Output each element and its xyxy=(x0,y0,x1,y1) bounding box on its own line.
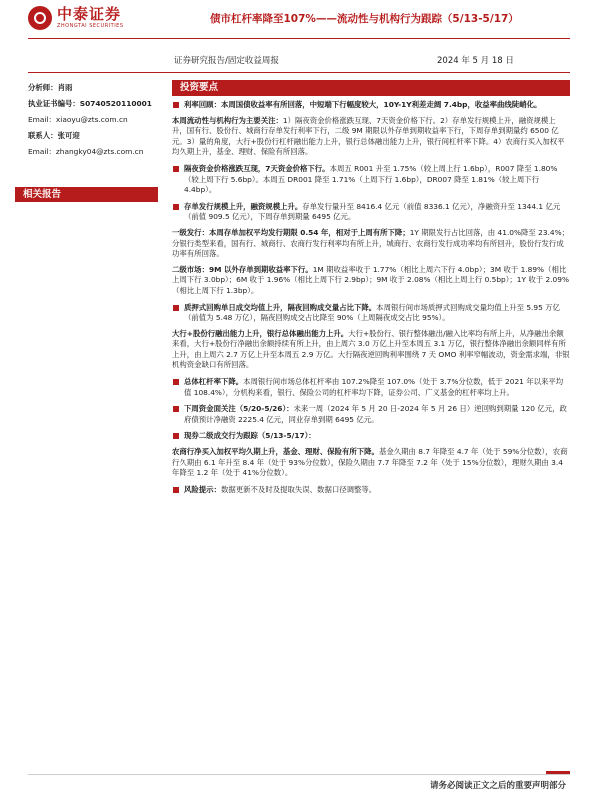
main-content xyxy=(172,100,570,495)
para-bold: 农商行净买入加权平均久期上升，基金、理财、保险有所下降。 xyxy=(172,447,379,457)
footer-disclaimer: 请务必阅读正文之后的重要声明部分 xyxy=(429,781,566,791)
email-label: Email： xyxy=(28,147,56,156)
section-header: 投资要点 xyxy=(172,80,570,96)
contact-name: 张可迎 xyxy=(57,131,80,140)
bullet-risk xyxy=(172,485,570,496)
para-text: 1Y 期限发行占比回落，由 41.0%降至 23.4%；分银行类型来看，国有行、城商行、农商行发行利率均有所上升，城商行、农商行发行成功率均有所回升，股份行发行成功率有所回落。 xyxy=(172,227,570,259)
report-date: 2024 年 5 月 18 日 xyxy=(437,56,514,66)
email-label: Email： xyxy=(28,115,56,124)
footer-accent xyxy=(546,771,570,774)
bullet-bold: 下周资金面关注（5/20-5/26）： xyxy=(184,404,294,414)
paragraph-secondary xyxy=(172,265,570,297)
bullet-text: 本周银行间市场总体杠杆率由 107.2%降至 107.0%（处于 3.7%分位数，低于 2021 年以来平均值 108.4%），分机构来看，银行、保险公司的杠杆率均下降，证券公司、广义基金的杠杆率均上升。 xyxy=(184,377,564,397)
para-text: 基金久期由 8.7 年降至 4.7 年（处于 59%分位数），农商行久期由 6.1 年升至 8.4 年（处于 93%分位数），保险久期由 7.7 年降至 7.2 年（处于 15%分位数），理财久期由 3.4 年降至 1.2 年（处于 41%分位数）。 xyxy=(172,447,568,478)
company-logo xyxy=(28,6,124,30)
bullet-bold: 现券二级成交行为跟踪（5/13-5/17）： xyxy=(184,431,316,441)
logo-cn-text: 中泰证券 xyxy=(57,5,122,23)
related-reports-header: 相关报告 xyxy=(15,187,158,202)
bullet-funding-price xyxy=(172,164,570,196)
analyst-name: 肖雨 xyxy=(57,83,73,92)
cert-number: S0740520110001 xyxy=(79,99,152,108)
bullet-secondary-trading xyxy=(172,431,570,442)
para-bold: 大行+股份行融出能力上升，银行总体融出能力上升。 xyxy=(172,328,349,338)
analyst-email[interactable]: xiaoyu@zts.com.cn xyxy=(55,115,128,124)
report-type: 证券研究报告/固定收益周报 xyxy=(174,56,279,66)
bullet-rate-review xyxy=(172,100,570,111)
bullet-bold: 总体杠杆率下降。 xyxy=(184,377,244,387)
bullet-bold: 质押式回购单日成交均值上升，隔夜回购成交量占比下降。 xyxy=(184,302,377,312)
bullet-repo xyxy=(172,303,570,324)
bullet-text: 未来一周（2024 年 5 月 20 日-2024 年 5 月 26 日）逆回购到期量 120 亿元，政府债预计净融资 2225.4 亿元，同业存单到期 6495 亿元。 xyxy=(184,404,567,424)
bullet-text: 本周银行间市场质押式回购成交量均值上升至 5.95 万亿（前值为 5.48 万亿），隔夜回购成交占比降至 90%（上周隔夜成交占比 95%）。 xyxy=(184,302,560,323)
bullet-text: 利率回顾：本周国债收益率有所回落，中短端下行幅度较大，10Y-1Y利差走阔 7.4bp，收益率曲线陡峭化。 xyxy=(184,100,542,109)
bullet-bold: 风险提示： xyxy=(184,484,221,494)
para-bold: 二级市场：9M 以外存单到期收益率下行。 xyxy=(172,264,313,274)
paragraph-duration xyxy=(172,447,570,479)
para-bold: 一级发行：本周存单加权平均发行期限 0.54 年，相对于上周有所下降； xyxy=(172,227,410,237)
bullet-text: 本周五 R001 升至 1.75%（较上周上行 1.6bp），R007 降至 1.80%（较上周下行 5.6bp）。本周五 DR001 降至 1.71%（上周下行 1.6bp），DR007 降至 1.81%（较上周下行 4.4bp）。 xyxy=(184,163,558,195)
contact-label: 联系人： xyxy=(28,131,58,140)
paragraph-focus xyxy=(172,116,570,158)
analyst-label: 分析师： xyxy=(28,83,58,92)
para-text: 大行+股份行、银行整体融出/融入比率均有所上升，从净融出余额来看，大行+股份行净融出余额持续有所上升，由上周六 3.0 万亿上升至本周五 3.1 万亿，银行整体净融出余额同样有所上升，由上周六 2.7 万亿上升至本周五 2.9 万亿。大行隔夜逆回购利率围绕 7 天 OMO 利率窄幅波动，资金需求端，非银机构资金缺口有所回落。 xyxy=(172,328,570,370)
subheader-divider xyxy=(28,72,570,73)
contact-email[interactable]: zhangky04@zts.com.cn xyxy=(55,147,144,156)
bullet-bold: 存单发行规模上升，融资规模上升。 xyxy=(184,201,303,211)
header-divider xyxy=(28,38,570,39)
bullet-cd-issuance xyxy=(172,202,570,223)
para-bold: 本周流动性与机构行为主要关注： xyxy=(172,115,283,125)
paragraph-lending xyxy=(172,329,570,371)
bullet-text: 存单发行量升至 8416.4 亿元（前值 8336.1 亿元），净融资升至 1344.1 亿元（前值 909.5 亿元），下周存单到期量 6495 亿元。 xyxy=(184,201,561,222)
logo-en-text: ZHONGTAI SECURITIES xyxy=(57,23,124,29)
cert-label: 执业证书编号： xyxy=(28,99,80,108)
para-text: 1）隔夜资金价格涨跌互现、7天资金价格下行。2）存单发行规模上升，融资规模上升，国有行、股份行、城商行存单发行利率下行，二级 9M 期限以外存单到期收益率下行，下周存单到期量约 6500 亿元。3）量的角度，大行+股份行杠杆融出能力上升，银行总体融出能力上升，银行间杠杆率下降。4）农商行买入加权平均久期上升，基金、理财、保险有所回落。 xyxy=(172,115,565,157)
bullet-next-week xyxy=(172,404,570,425)
bullet-bold: 隔夜资金价格涨跌互现，7天资金价格下行。 xyxy=(184,163,330,173)
report-title: 债市杠杆率降至107%——流动性与机构行为跟踪（5/13-5/17） xyxy=(210,13,519,25)
analyst-info xyxy=(28,80,158,160)
para-text: 1M 期收益率收于 1.77%（相比上周六下行 4.0bp）；3M 收于 1.89%（相比上周下行 3.0bp）；6M 收于 1.96%（相比上周下行 2.9bp）；9M 收于 2.08%（相比上周上行 0.5bp）；1Y 收于 2.09%（相比上周下行 1.3bp）。 xyxy=(172,264,569,295)
logo-icon xyxy=(28,6,52,30)
bullet-text: 数据更新不及时及提取失误、数据口径调整等。 xyxy=(220,484,377,494)
footer-divider xyxy=(28,774,570,775)
bullet-leverage xyxy=(172,377,570,398)
paragraph-primary xyxy=(172,228,570,260)
